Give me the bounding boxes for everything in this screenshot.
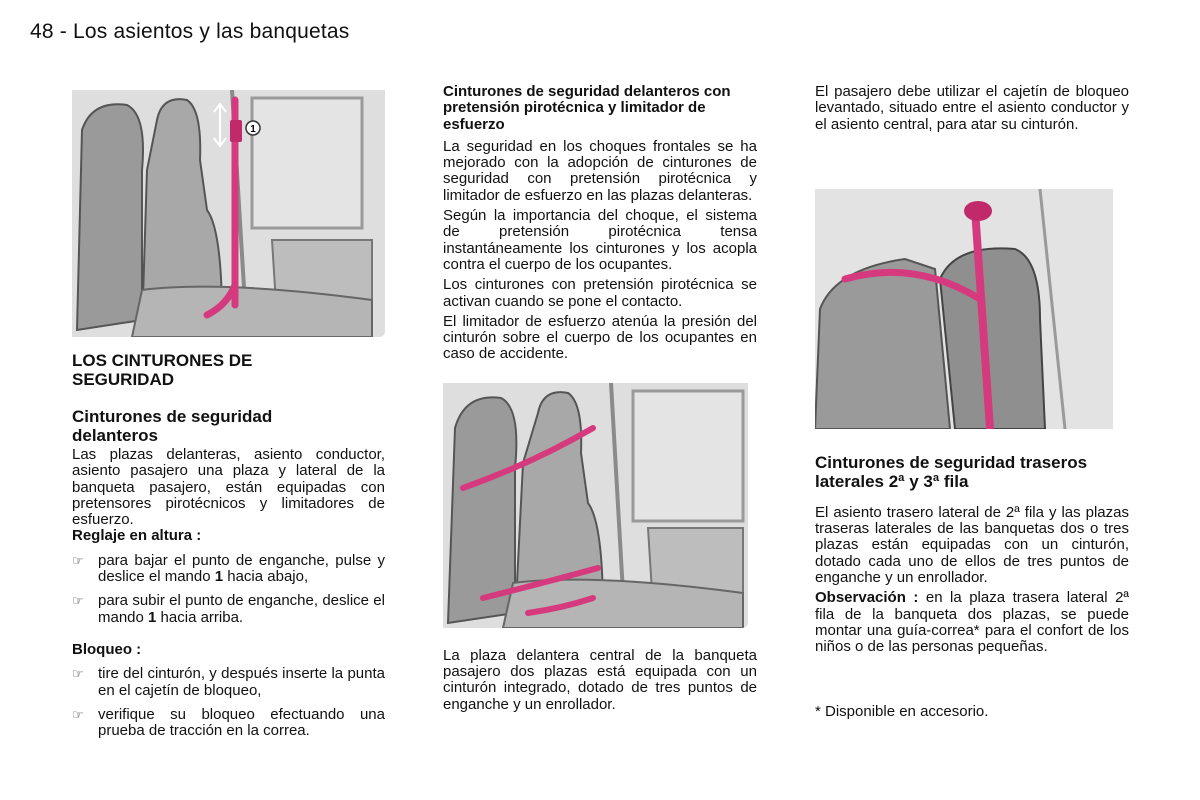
column-right	[815, 84, 1129, 720]
front-seats-drawing	[72, 90, 385, 337]
bullet-lock-verify	[72, 707, 385, 740]
section-title: LOS CINTURONES DE SEGURIDAD	[72, 351, 253, 389]
callout-number: 1	[250, 124, 256, 135]
height-adjust-label: Reglaje en altura :	[72, 527, 202, 545]
rear-belts-paragraph: El asiento trasero lateral de 2ª fila y las plazas traseras laterales de las banquetas dos o tres plazas están equipadas con un cinturón, dotado cada uno de ellos de tres puntos de enganche y un enrollador.	[815, 503, 1129, 587]
pretension-title: Cinturones de seguridad delanteros con pretensión pirotécnica y limitador de esfuerzo	[443, 83, 731, 133]
note-label: Observación :	[815, 589, 919, 607]
bullet-lock-insert-text: tire del cinturón, y después inserte la punta en el cajetín de bloqueo,	[98, 665, 385, 699]
rear-belts-title: Cinturones de seguridad traseros laterales 2ª y 3ª fila	[815, 452, 1088, 491]
pretension-paragraph-2: Según la importancia del choque, el sistema de pretensión pirotécnica tensa instantáneamente los cinturones y los acopla contra el cuerpo de los ocupantes.	[443, 207, 757, 273]
pointing-hand-icon: ☞	[72, 593, 84, 609]
bullet-lock-insert	[72, 666, 385, 699]
center-seat-paragraph: La plaza delantera central de la banqueta pasajero dos plazas está equipada con un cinturón integrado, dotado de tres puntos de enganche y un enrollador.	[443, 646, 757, 713]
rear-seat-belt-illustration	[815, 189, 1113, 429]
column-left	[72, 90, 385, 739]
bullet-raise-text: para subir el punto de enganche, deslice el mando 1 hacia arriba.	[98, 592, 385, 626]
bullet-lower-text: para bajar el punto de enganche, pulse y deslice el mando 1 hacia abajo,	[98, 551, 385, 586]
bullet-raise	[72, 593, 385, 626]
rear-seat-drawing	[815, 189, 1113, 429]
front-seat-belt-illustration	[72, 90, 385, 337]
note-text: en la plaza trasera lateral 2ª fila de la banqueta dos plazas, se puede montar una guía-correa* para el confort de los niños o de las personas pequeñas.	[815, 589, 1129, 656]
passenger-buckle-paragraph: El pasajero debe utilizar el cajetín de bloqueo levantado, situado entre el asiento conductor y el asiento central, para atar su cinturón.	[815, 83, 1129, 133]
center-seat-belt-illustration	[443, 383, 748, 628]
column-middle	[443, 84, 757, 713]
center-seat-drawing	[443, 383, 748, 628]
bullet-lower	[72, 553, 385, 586]
pointing-hand-icon: ☞	[72, 552, 84, 568]
pretension-paragraph-4: El limitador de esfuerzo atenúa la presión del cinturón sobre el cuerpo de los ocupantes en caso de accidente.	[443, 312, 757, 363]
lock-label: Bloqueo :	[72, 640, 142, 658]
bullet-lock-verify-text: verifique su bloqueo efectuando una prueba de tracción en la correa.	[98, 705, 385, 740]
subsection-title-front: Cinturones de seguridad delanteros	[72, 407, 273, 445]
pretension-paragraph-3: Los cinturones con pretensión pirotécnica se activan cuando se pone el contacto.	[443, 276, 757, 310]
pretension-paragraph-1: La seguridad en los choques frontales se ha mejorado con la adopción de cinturones de seguridad con pretensión pirotécnica y limitador de esfuerzo en las plazas delanteras.	[443, 137, 757, 204]
note-paragraph	[815, 590, 1129, 655]
pointing-hand-icon: ☞	[72, 666, 84, 682]
footnote: * Disponible en accesorio.	[815, 702, 989, 720]
pointing-hand-icon: ☞	[72, 706, 84, 722]
front-intro-paragraph: Las plazas delanteras, asiento conductor, asiento pasajero una plaza y lateral de la banqueta pasajero, están equipadas con pretensores pirotécnicos y limitadores de esfuerzo.	[72, 446, 385, 529]
page-header: 48 - Los asientos y las banquetas	[30, 20, 350, 43]
